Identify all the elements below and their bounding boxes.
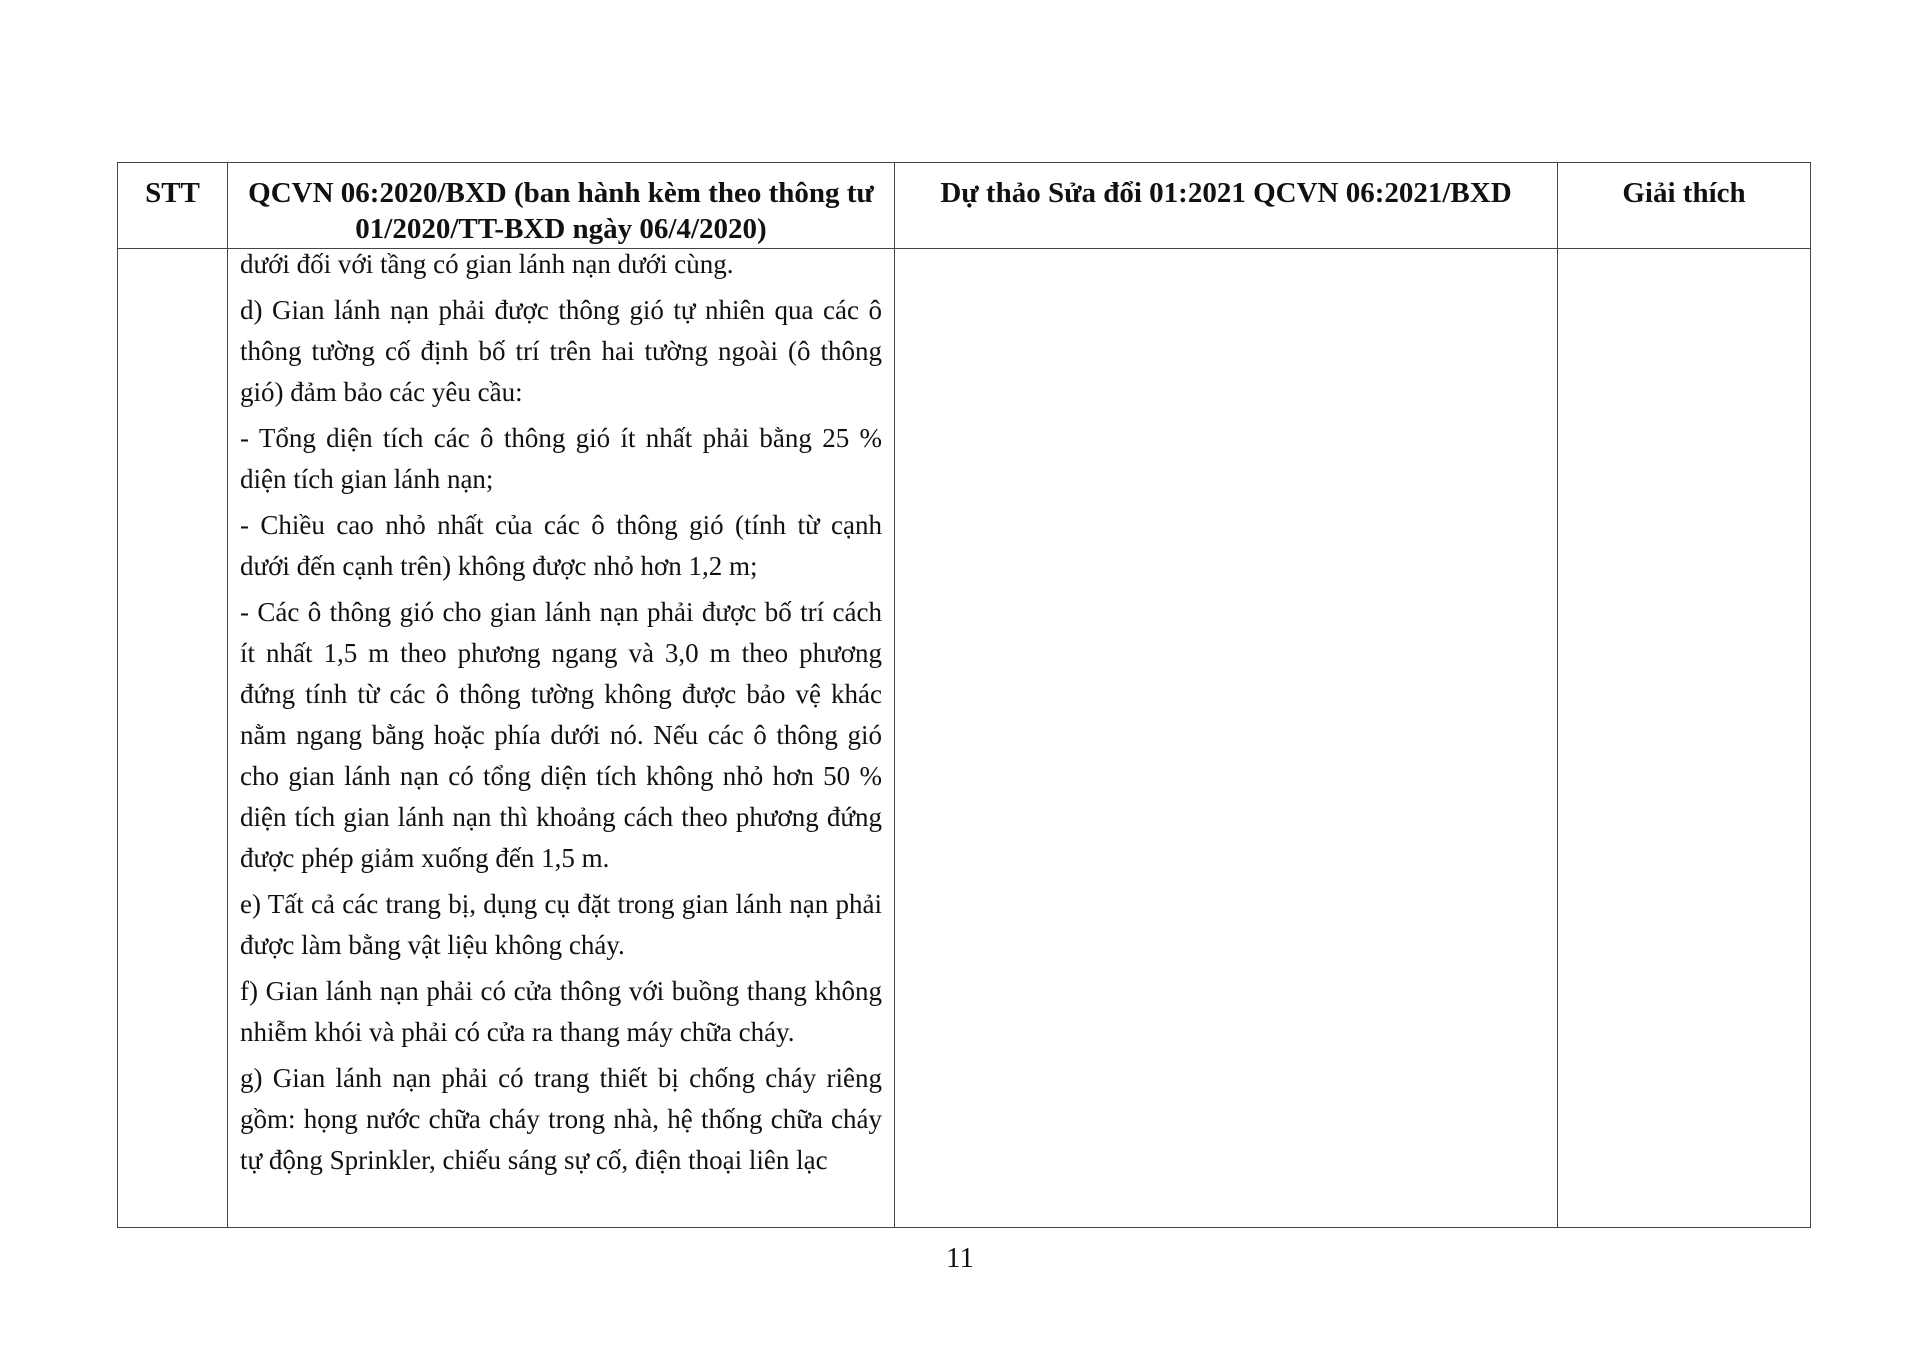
header-stt: STT — [118, 163, 228, 249]
cell-explanation — [1558, 249, 1811, 1228]
comparison-table — [117, 162, 1811, 1228]
cell-draft-amendment — [895, 249, 1558, 1228]
table-header — [118, 163, 1811, 249]
header-row — [118, 163, 1811, 249]
cell-stt — [118, 249, 228, 1228]
paragraph: - Các ô thông gió cho gian lánh nạn phải được bố trí cách ít nhất 1,5 m theo phương ngang và 3,0 m theo phương đứng tính từ các ô thông tường không được bảo vệ khác nằm ngang bằng hoặc phía dưới nó. Nếu các ô thông gió cho gian lánh nạn có tổng diện tích không nhỏ hơn 50 % diện tích gian lánh nạn thì khoảng cách theo phương đứng được phép giảm xuống đến 1,5 m. — [240, 597, 882, 873]
cell-qcvn-2020 — [228, 249, 895, 1228]
table-row — [118, 249, 1811, 1228]
paragraph: g) Gian lánh nạn phải có trang thiết bị chống cháy riêng gồm: họng nước chữa cháy trong nhà, hệ thống chữa cháy tự động Sprinkler, chiếu sáng sự cố, điện thoại liên lạc — [240, 1063, 882, 1175]
paragraph: f) Gian lánh nạn phải có cửa thông với buồng thang không nhiễm khói và phải có cửa ra thang máy chữa cháy. — [240, 976, 882, 1047]
header-qcvn-2020: QCVN 06:2020/BXD (ban hành kèm theo thông tư 01/2020/TT-BXD ngày 06/4/2020) — [228, 163, 895, 249]
header-explanation: Giải thích — [1558, 163, 1811, 249]
paragraph: - Chiều cao nhỏ nhất của các ô thông gió (tính từ cạnh dưới đến cạnh trên) không được nhỏ hơn 1,2 m; — [240, 510, 882, 581]
paragraph: - Tổng diện tích các ô thông gió ít nhất phải bằng 25 % diện tích gian lánh nạn; — [240, 423, 882, 494]
paragraph: d) Gian lánh nạn phải được thông gió tự nhiên qua các ô thông tường cố định bố trí trên hai tường ngoài (ô thông gió) đảm bảo các yêu cầu: — [240, 295, 882, 407]
paragraph: e) Tất cả các trang bị, dụng cụ đặt trong gian lánh nạn phải được làm bằng vật liệu không cháy. — [240, 889, 882, 960]
page-number: 11 — [946, 1242, 974, 1274]
table-body — [118, 249, 1811, 1228]
paragraph: dưới đối với tầng có gian lánh nạn dưới cùng. — [240, 249, 734, 279]
header-draft-amendment: Dự thảo Sửa đổi 01:2021 QCVN 06:2021/BXD — [895, 163, 1558, 249]
